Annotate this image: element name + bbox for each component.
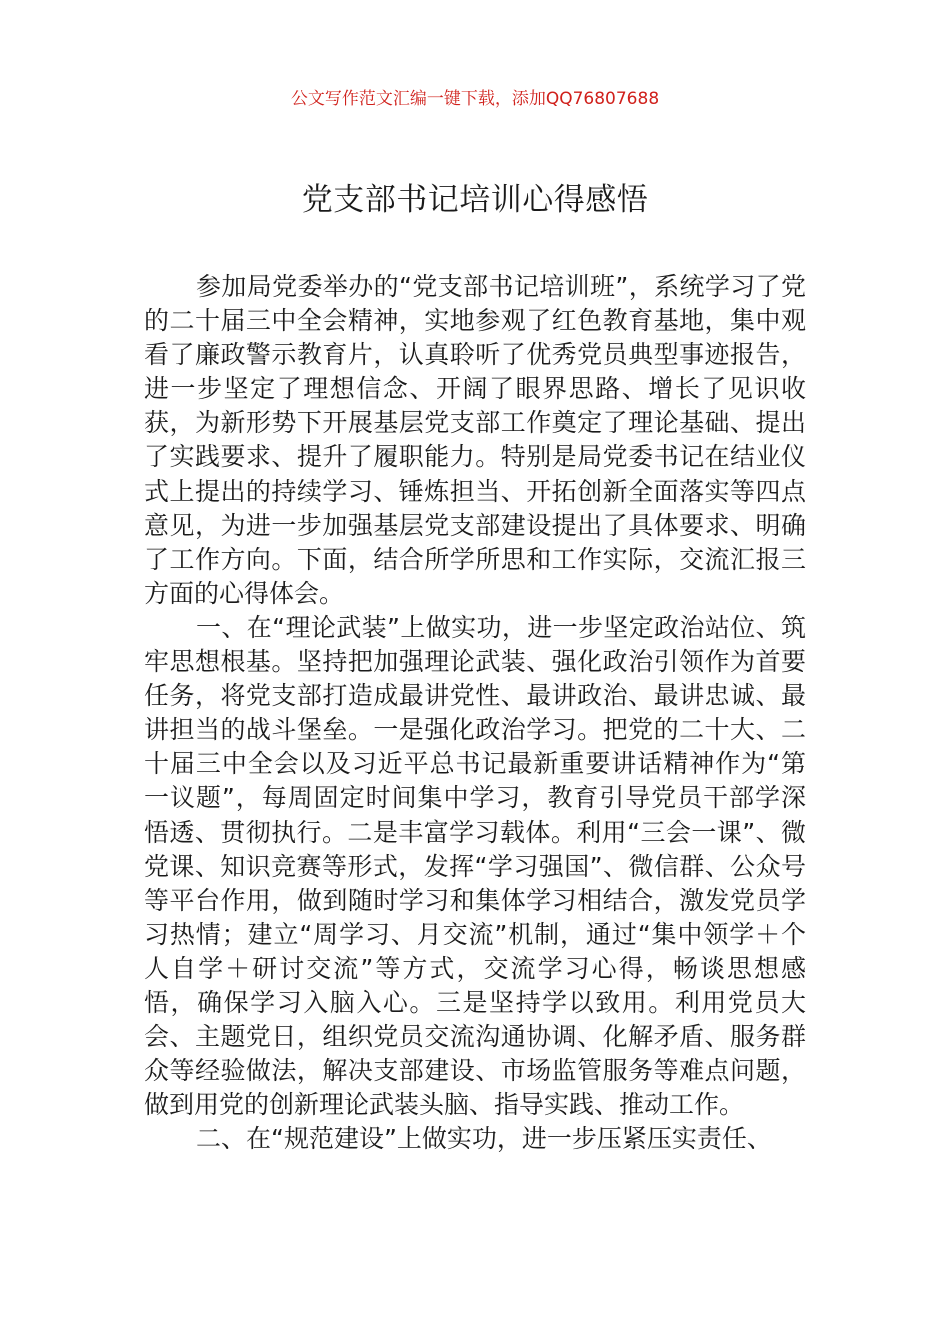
download-notice: 公文写作范文汇编一键下载，添加QQ76807688: [290, 89, 660, 109]
document-title: 党支部书记培训心得感悟: [301, 182, 649, 218]
paragraph-standard: 二、在“规范建设”上做实功，进一步压紧压实责任、: [196, 1124, 772, 1154]
document-body: [144, 270, 806, 1156]
paragraph-intro: 参加局党委举办的“党支部书记培训班”，系统学习了党的二十届三中全会精神，实地参观了红色教育基地，集中观看了廉政警示教育片，认真聆听了优秀党员典型事迹报告，进一步坚定了理想信念、开阔了眼界思路、增长了见识收获，为新形势下开展基层党支部工作奠定了理论基础、提出了实践要求、提升了履职能力。特别是局党委书记在结业仪式上提出的持续学习、锤炼担当、开拓创新全面落实等四点意见，为进一步加强基层党支部建设提出了具体要求、明确了工作方向。下面，结合所学所思和工作实际，交流汇报三方面的心得体会。: [144, 272, 806, 608]
paragraph-theory: 一、在“理论武装”上做实功，进一步坚定政治站位、筑牢思想根基。坚持把加强理论武装、强化政治引领作为首要任务，将党支部打造成最讲党性、最讲政治、最讲忠诚、最讲担当的战斗堡垒。一是强化政治学习。把党的二十大、二十届三中全会以及习近平总书记最新重要讲话精神作为“第一议题”，每周固定时间集中学习，教育引导党员干部学深悟透、贯彻执行。二是丰富学习载体。利用“三会一课”、微党课、知识竞赛等形式，发挥“学习强国”、微信群、公众号等平台作用，做到随时学习和集体学习相结合，激发党员学习热情；建立“周学习、月交流”机制，通过“集中领学＋个人自学＋研讨交流”等方式，交流学习心得，畅谈思想感悟，确保学习入脑入心。三是坚持学以致用。利用党员大会、主题党日，组织党员交流沟通协调、化解矛盾、服务群众等经验做法，解决支部建设、市场监管服务等难点问题，做到用党的创新理论武装头脑、指导实践、推动工作。: [144, 612, 806, 1120]
